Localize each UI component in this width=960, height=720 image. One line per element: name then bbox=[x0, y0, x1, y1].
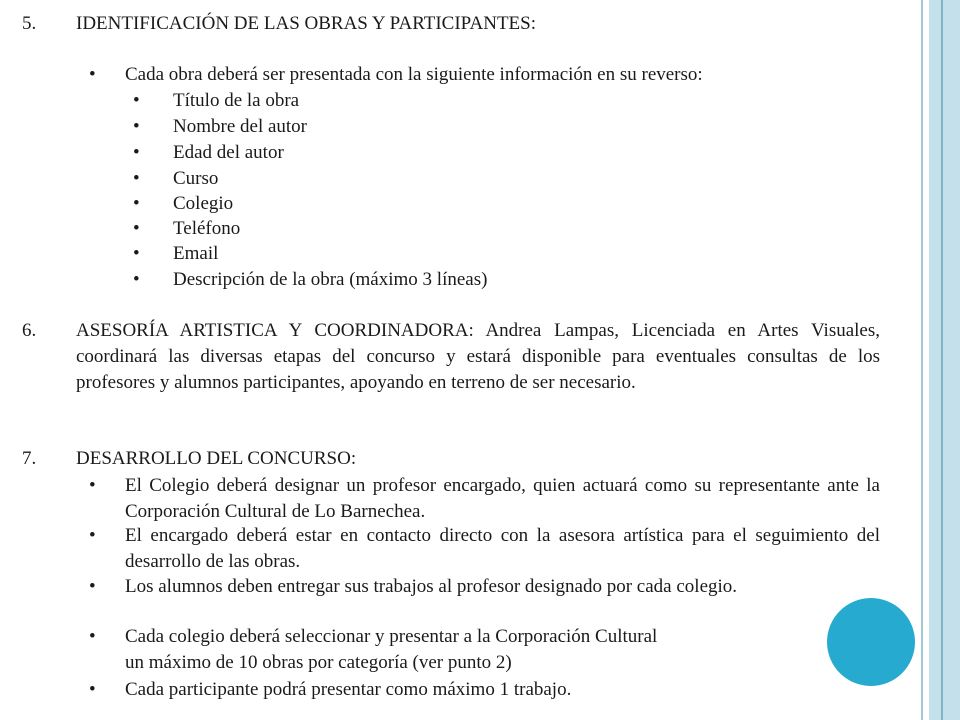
section-5-heading: IDENTIFICACIÓN DE LAS OBRAS Y PARTICIPANTES: bbox=[76, 13, 537, 34]
section-7-number: 7. bbox=[22, 448, 37, 469]
bullet: • bbox=[133, 90, 140, 111]
bullet: • bbox=[133, 243, 140, 264]
bullet: • bbox=[133, 218, 140, 239]
bullet: • bbox=[89, 576, 96, 597]
section-7-heading: DESARROLLO DEL CONCURSO: bbox=[76, 448, 357, 469]
list-item-continuation: un máximo de 10 obras por categoría (ver punto 2) bbox=[125, 652, 512, 673]
list-item: Descripción de la obra (máximo 3 líneas) bbox=[173, 269, 488, 290]
bullet: • bbox=[89, 626, 96, 647]
list-item: Título de la obra bbox=[173, 90, 300, 111]
bullet: • bbox=[89, 679, 96, 700]
frame-band-light bbox=[929, 0, 941, 720]
bullet: • bbox=[133, 168, 140, 189]
decorative-circle bbox=[827, 598, 915, 686]
bullet: • bbox=[133, 193, 140, 214]
bullet: • bbox=[133, 116, 140, 137]
list-item: Email bbox=[173, 243, 219, 264]
list-item: Teléfono bbox=[173, 218, 241, 239]
section-5-number: 5. bbox=[22, 13, 37, 34]
bullet: • bbox=[133, 142, 140, 163]
section-6-number: 6. bbox=[22, 320, 37, 341]
bullet: • bbox=[89, 525, 96, 546]
list-item: Edad del autor bbox=[173, 142, 284, 163]
bullet: • bbox=[89, 475, 96, 496]
list-item: Los alumnos deben entregar sus trabajos al profesor designado por cada colegio. bbox=[125, 576, 738, 597]
list-item: El Colegio deberá designar un profesor encargado, quien actuará como su representante ante la Corporación Cultural de Lo Barnechea. bbox=[125, 475, 880, 522]
section-6-paragraph: ASESORÍA ARTISTICA Y COORDINADORA: Andrea Lampas, Licenciada en Artes Visuales, coordinará las diversas etapas del concurso y estará disponible para eventuales consultas de los profesores y alumnos participantes, apoyando en terreno de ser necesario. bbox=[76, 320, 880, 393]
list-item: El encargado deberá estar en contacto directo con la asesora artística para el seguimiento del desarrollo de las obras. bbox=[125, 525, 880, 572]
frame-thin-line bbox=[921, 0, 923, 720]
section-5-intro: Cada obra deberá ser presentada con la siguiente información en su reverso: bbox=[125, 64, 703, 85]
list-item: Cada colegio deberá seleccionar y presentar a la Corporación Cultural bbox=[125, 626, 658, 647]
list-item: Curso bbox=[173, 168, 219, 189]
list-item: Cada participante podrá presentar como máximo 1 trabajo. bbox=[125, 679, 572, 700]
frame-band-outer bbox=[943, 0, 960, 720]
list-item: Colegio bbox=[173, 193, 234, 214]
bullet: • bbox=[133, 269, 140, 290]
bullet: • bbox=[89, 64, 96, 85]
list-item: Nombre del autor bbox=[173, 116, 308, 137]
